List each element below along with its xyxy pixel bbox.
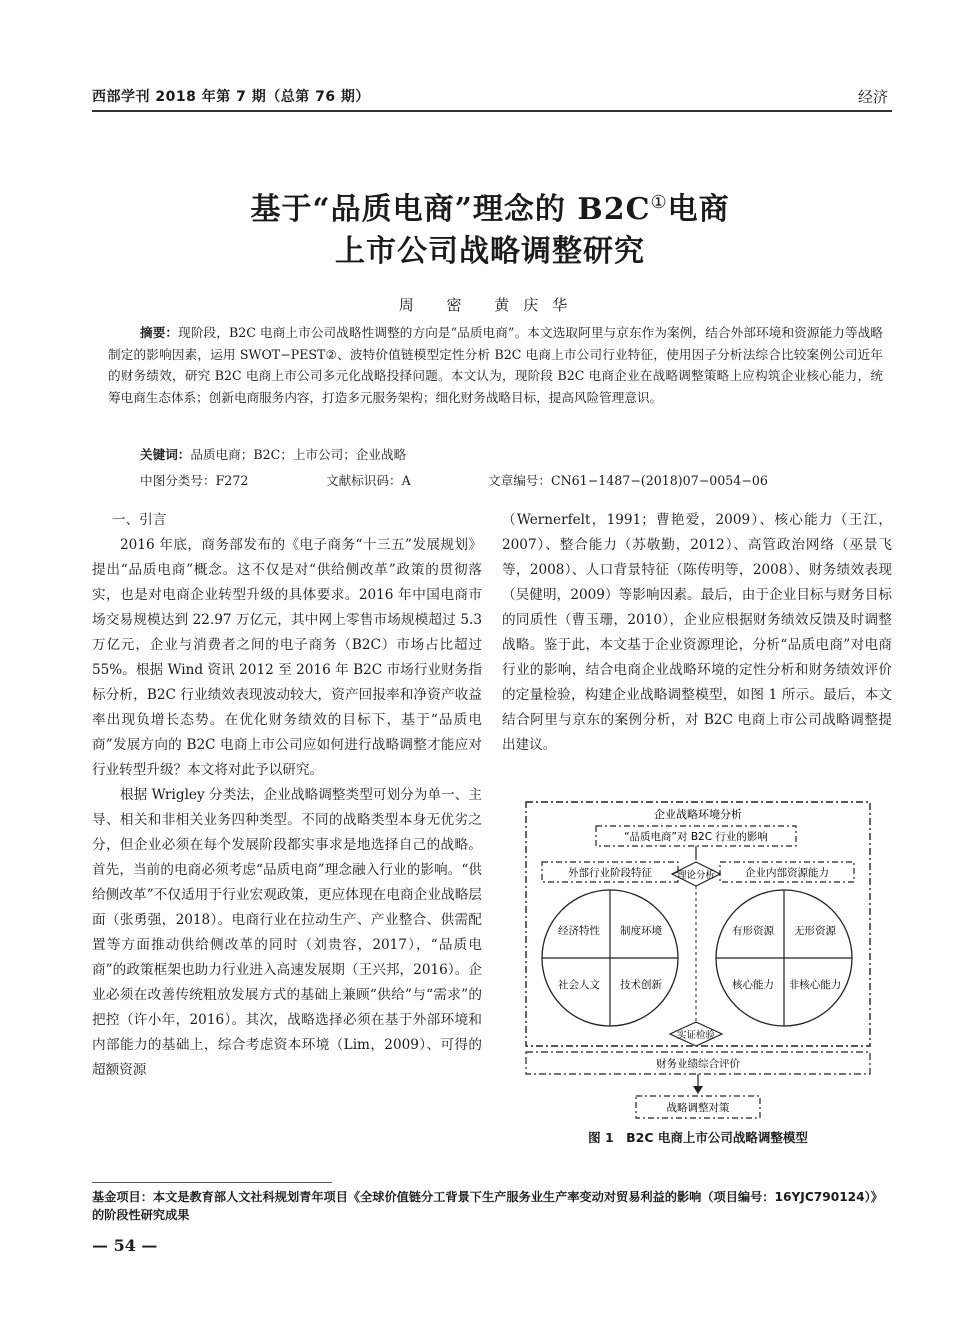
title-text-1: 基于“品质电商”理念的 B2C — [250, 192, 651, 227]
right-column — [502, 508, 892, 758]
title-line-1 — [120, 184, 860, 228]
title-footnote-mark: ① — [650, 192, 668, 213]
authors: 周 密 黄庆华 — [398, 296, 582, 314]
section-heading: 一、引言 — [112, 512, 167, 528]
clc-value: F272 — [215, 473, 249, 488]
doc-label: 文献标识码： — [326, 473, 402, 488]
strategy-model-diagram — [512, 796, 884, 1126]
arrow-head — [693, 1086, 703, 1094]
left-column — [92, 508, 482, 1083]
footnote-rule — [92, 1182, 332, 1183]
abstract-label: 摘要： — [140, 325, 179, 340]
paragraph: 根据 Wrigley 分类法，企业战略调整类型可划分为单一、主导、相关和非相关业务四种类型。不同的战略类型本身无优劣之分，但企业必须在每个发展阶段都实事求是地选择自己的战略。首先，当前的电商必须考虑“品质电商”理念融入行业的影响。“供给侧改革”不仅适用于行业宏观政策，更应体现在电商企业战略层面（张勇强，2018）。电商行业在拉动生产、产业整合、供需配置等方面推动供给侧改革的同时（刘贵容，2017），“品质电商”的政策框架也助力行业进入高速发展期（王兴邦，2016）。企业必须在改善传统粗放发展方式的基础上兼顾“供给”与“需求”的把控（许小年，2016）。其次，战略选择必须在基于外部环境和内部能力的基础上，综合考虑资本环境（Lim，2009）、可得的超额资源 — [92, 787, 482, 1078]
clc-label: 中图分类号： — [140, 473, 216, 488]
outer-label: 企业战略环境分析 — [654, 808, 742, 821]
top-box-label: “品质电商”对 B2C 行业的影响 — [624, 831, 768, 843]
quadrant-label: 制度环境 — [620, 925, 662, 937]
running-header — [92, 86, 892, 108]
paragraph: （Wernerfelt，1991；曹艳爱，2009）、核心能力（王江，2007）、整合能力（苏敬勤，2012）、高管政治网络（巫景飞等，2008）、人口背景特征（陈传明等，2008）、财务绩效表现（吴健明，2009）等影响因素。最后，由于企业目标与财务目标的同质性（曹玉珊，2010），企业应根据财务绩效反馈及时调整战略。鉴于此，本文基于企业资源理论，分析“品质电商”对电商行业的影响，结合电商企业战略环境的定性分析和财务绩效评价的定量检验，构建企业战略调整模型，如图 1 所示。最后，本文结合阿里与京东的案例分析，对 B2C 电商上市公司战略调整提出建议。 — [502, 512, 892, 753]
final-label: 战略调整对策 — [666, 1102, 730, 1114]
doc-value: A — [401, 473, 411, 488]
page-number: — 54 — — [92, 1236, 158, 1255]
funding-footnote: 基金项目：本文是教育部人文社科规划青年项目《全球价值链分工背景下生产服务业生产率变动对贸易利益的影响（项目编号：16YJC790124）》的阶段性研究成果 — [92, 1190, 883, 1222]
figure-caption: 图 1 B2C 电商上市公司战略调整模型 — [588, 1130, 808, 1145]
quadrant-label: 核心能力 — [732, 979, 774, 991]
quadrant-label: 技术创新 — [620, 979, 662, 991]
abstract-text: 现阶段，B2C 电商上市公司战略性调整的方向是“品质电商”。本文选取阿里与京东作为案例，结合外部环境和资源能力等战略制定的影响因素，运用 SWOT−PEST②、波特价值链模型定性分析 B2C 电商上市公司行业特征，使用因子分析法综合比较案例公司近年的财务绩效，研究 B2C 电商上市公司多元化战略投择问题。本文认为，现阶段 B2C 电商企业在战略调整策略上应构筑企业核心能力，统筹电商生态体系；创新电商服务内容，打造多元服务架构；细化财务战略目标，提高风险管理意识。 — [108, 325, 884, 405]
quadrant-label: 无形资源 — [794, 925, 836, 937]
document-code — [326, 470, 411, 489]
keywords-label: 关键词： — [140, 447, 191, 462]
quadrant-label: 有形资源 — [732, 925, 774, 937]
quadrant-label: 经济特性 — [558, 925, 600, 937]
title-line-2: 上市公司战略调整研究 — [335, 234, 645, 269]
header-rule — [92, 110, 892, 112]
empirical-label: 实证检验 — [676, 1030, 716, 1041]
keywords-text: 品质电商；B2C；上市公司；企业战略 — [190, 447, 407, 462]
art-value: CN61−1487−(2018)07−0054−06 — [550, 473, 768, 488]
quadrant-label: 非核心能力 — [788, 979, 842, 991]
title-text-1-end: 电商 — [667, 192, 730, 227]
evaluation-label: 财务业绩综合评价 — [656, 1058, 740, 1070]
section-label: 经济 — [857, 88, 888, 106]
article-number — [488, 470, 768, 489]
abstract — [108, 322, 883, 408]
left-box-label: 外部行业阶段特征 — [568, 867, 652, 879]
theory-label: 理论分析 — [676, 870, 716, 881]
journal-info: 西部学刊 2018 年第 7 期（总第 76 期） — [92, 89, 370, 105]
right-box-label: 企业内部资源能力 — [745, 867, 829, 879]
art-label: 文章编号： — [488, 473, 551, 488]
quadrant-label: 社会人文 — [558, 979, 600, 991]
paragraph: 2016 年底，商务部发布的《电子商务“十三五”发展规划》提出“品质电商”概念。这不仅是对“供给侧改革”政策的贯彻落实，也是对电商企业转型升级的具体要求。2016 年中国电商市场交易规模达到 22.97 万亿元，其中网上零售市场规模超过 5.3 万亿元，企业与消费者之间的电子商务（B2C）市场占比超过 55%。根据 Wind 资讯 2012 至 2016 年 B2C 市场行业财务指标分析，B2C 行业绩效表现波动较大，资产回报率和净资产收益率出现负增长态势。在优化财务绩效的目标下，基于“品质电商”发展方向的 B2C 电商上市公司应如何进行战略调整才能应对行业转型升级？本文将对此予以研究。 — [92, 537, 482, 778]
clc-number — [140, 470, 248, 489]
keywords — [140, 444, 406, 463]
